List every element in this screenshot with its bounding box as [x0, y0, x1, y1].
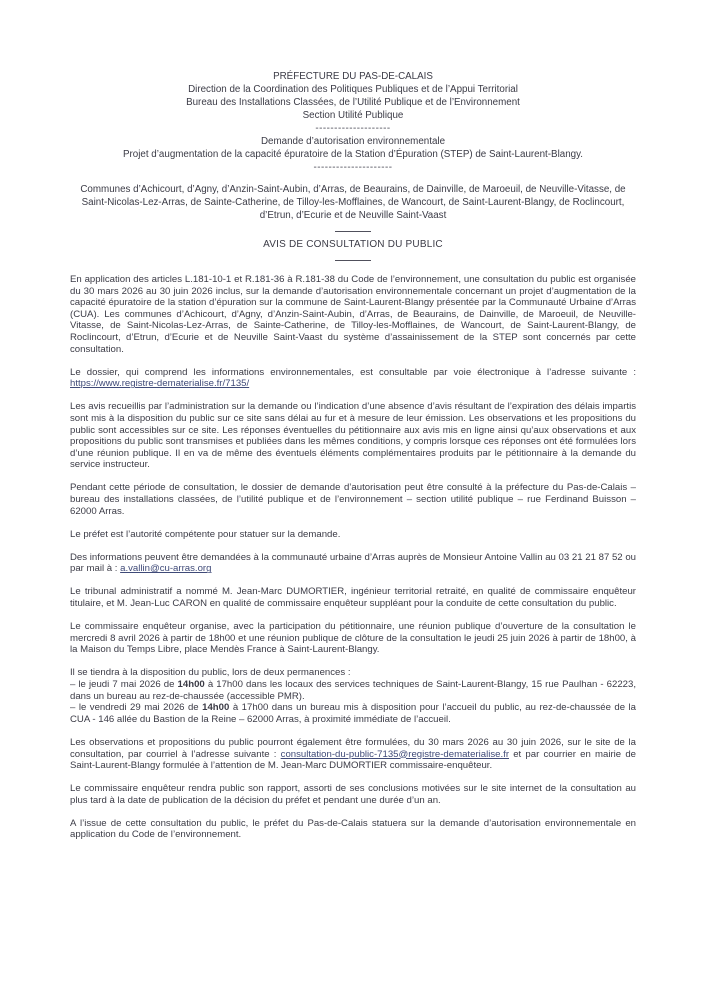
- dashed-separator: ---------------------: [313, 162, 393, 173]
- bureau-line: Bureau des Installations Classées, de l’Utilité Publique et de l’Environnement: [186, 97, 520, 108]
- paragraph-reunions-publiques: Le commissaire enquêteur organise, avec la participation du pétitionnaire, une réunion publique d’ouverture de la consultation le mercredi 8 avril 2026 à partir de 18h00 et une réunion publique de clôture de la consultation le jeudi 25 juin 2026 à partir de 18h00, à la Maison du Temps Libre, place Mendès France à Saint-Laurent-Blangy.: [70, 621, 636, 656]
- contact-intro-text: Des informations peuvent être demandées à la communauté urbaine d’Arras auprès de Monsieur Antoine Vallin au 03 21 21 87 52 ou par mail à :: [70, 551, 636, 575]
- dashed-separator: --------------------: [315, 123, 391, 134]
- permanences-intro: Il se tiendra à la disposition du public, lors de deux permanences :: [70, 667, 351, 679]
- dossier-intro-text: Le dossier, qui comprend les informations environnementales, est consultable par voie électronique à l’adresse suivante :: [70, 366, 636, 378]
- observations-post-text: et par courrier en mairie de Saint-Laurent-Blangy formulée à l’attention de M. Jean-Marc DUMORTIER commissaire-enquêteur.: [70, 748, 636, 772]
- title-rule-top: [335, 231, 371, 232]
- section-line: Section Utilité Publique: [302, 110, 404, 121]
- paragraph-avis-recueillis: Les avis recueillis par l’administration sur la demande ou l’indication d’une absence d’avis résultant de l’expiration des délais impartis sont mis à la disposition du public sur ce site sans délai au fur et à mesure de leur émission. Les observations et les propositions du public sont accessibles sur ce site. Les réponses éventuelles du pétitionnaire aux avis mis en ligne ainsi qu’aux observations et aux propositions du public sont transmises et publiées dans les mêmes conditions, y compris lorsque ces réponses ont été formulées lors d’une réunion publique. Il en va de même des éventuels éléments complémentaires produits par le pétitionnaire à la demande du service instructeur.: [70, 401, 636, 471]
- permanence-2-time: 14h00: [202, 702, 230, 714]
- subject-line-1: Demande d’autorisation environnementale: [260, 136, 446, 147]
- permanence-2-text-post: à 17h00 dans un bureau mis à disposition pour l’accueil du public, au rez-de-chaussée de la CUA - 146 allée du Bastion de la Reine – 62000 Arras, à proximité immédiate de l’accueil.: [70, 702, 637, 725]
- paragraph-consultation-prefecture: Pendant cette période de consultation, le dossier de demande d’autorisation peut être consulté à la préfecture du Pas-de-Calais – bureau des installations classées, de l’utilité publique et de l’environnement – section utilité publique – rue Ferdinand Buisson – 62000 Arras.: [70, 482, 636, 517]
- paragraph-permanences: [70, 667, 636, 725]
- permanence-item-1: [70, 679, 636, 702]
- subject-line-2: Projet d’augmentation de la capacité épuratoire de la Station d’Épuration (STEP) de Saint-Laurent-Blangy.: [122, 149, 583, 160]
- permanence-1-text-post: à 17h00 dans les locaux des services techniques de Saint-Laurent-Blangy, 15 rue Paulhan - 62223, dans un bureau au rez-de-chaussée (accessible PMR).: [70, 679, 637, 702]
- permanence-2-text: – le vendredi 29 mai 2026 de: [70, 702, 203, 714]
- paragraph-observations-courriel: [70, 737, 636, 772]
- paragraph-informations-contact: [70, 552, 636, 575]
- paragraph-dossier-electronique: [70, 367, 636, 390]
- paragraph-consultation-intro: En application des articles L.181-10-1 et R.181-36 à R.181-38 du Code de l’environnement, une consultation du public est organisée du 30 mars 2026 au 30 juin 2026 inclus, sur la demande d’autorisation environnementale concernant un projet d’augmentation de la capacité épuratoire de la station d’épuration sur la commune de Saint-Laurent-Blangy présentée par la Communauté Urbaine d’Arras (CUA). Les communes d’Achicourt, d’Agny, d’Anzin-Saint-Aubin, d’Arras, de Beaurains, de Dainville, de Maroeuil, de Neuville-Vitasse, de Saint-Nicolas-Lez-Arras, de Sainte-Catherine, de Tilloy-les-Mofflaines, de Wancourt, de Saint-Laurent-Blangy, de Roclincourt, d’Etrun, d’Ecurie et de Neuville Saint-Vaast du système d’assainissement de la STEP sont concernés par cette consultation.: [70, 274, 636, 355]
- contact-email-link[interactable]: a.vallin@cu-arras.org: [120, 563, 212, 575]
- communes-list: Communes d’Achicourt, d’Agny, d’Anzin-Saint-Aubin, d’Arras, de Beaurains, de Dainville, de Maroeuil, de Neuville-Vitasse, de Saint-Nicolas-Lez-Arras, de Sainte-Catherine, de Tilloy-les-Mofflaines, de Wancourt, de Saint-Laurent-Blangy, de Roclincourt, d’Etrun, d’Ecurie et de Neuville Saint-Vaast: [80, 184, 626, 221]
- notice-title: AVIS DE CONSULTATION DU PUBLIC: [263, 239, 443, 250]
- letterhead: [70, 70, 636, 122]
- notice-body: [70, 274, 636, 841]
- paragraph-commissaires-nommes: Le tribunal administratif a nommé M. Jean-Marc DUMORTIER, ingénieur territorial retraité, en qualité de commissaire enquêteur titulaire, et M. Jean-Luc CARON en qualité de commissaire enquêteur suppléant pour la conduite de cette consultation du public.: [70, 586, 636, 610]
- paragraph-rapport-commissaire: Le commissaire enquêteur rendra public son rapport, assorti de ses conclusions motivées sur le site internet de la consultation au plus tard à la date de publication de la décision du préfet et pendant une durée d’un an.: [70, 783, 636, 806]
- direction-line: Direction de la Coordination des Politiques Publiques et de l’Appui Territorial: [188, 84, 518, 95]
- observations-intro-text: Les observations et propositions du public pourront également être formulées, du 30 mars 2026 au 30 juin 2026, sur le site de la consultation, par courriel à l’adresse suivante :: [70, 736, 636, 760]
- consultation-email-link[interactable]: consultation-du-public-7135@registre-dematerialise.fr: [280, 748, 510, 760]
- permanence-1-text: – le jeudi 7 mai 2026 de: [70, 679, 178, 691]
- title-rule-bottom: [335, 260, 371, 261]
- permanence-item-2: [70, 702, 636, 725]
- registre-dematerialise-link[interactable]: https://www.registre-dematerialise.fr/7135/: [70, 378, 250, 390]
- paragraph-prefet-autorite: Le préfet est l’autorité compétente pour statuer sur la demande.: [70, 528, 341, 540]
- permanence-1-time: 14h00: [177, 679, 205, 691]
- subject-block: [70, 135, 636, 161]
- paragraph-decision-finale: A l’issue de cette consultation du public, le préfet du Pas-de-Calais statuera sur la demande d’autorisation environnementale en application du Code de l’environnement.: [70, 817, 636, 841]
- prefecture-name: PRÉFECTURE DU PAS-DE-CALAIS: [273, 71, 433, 82]
